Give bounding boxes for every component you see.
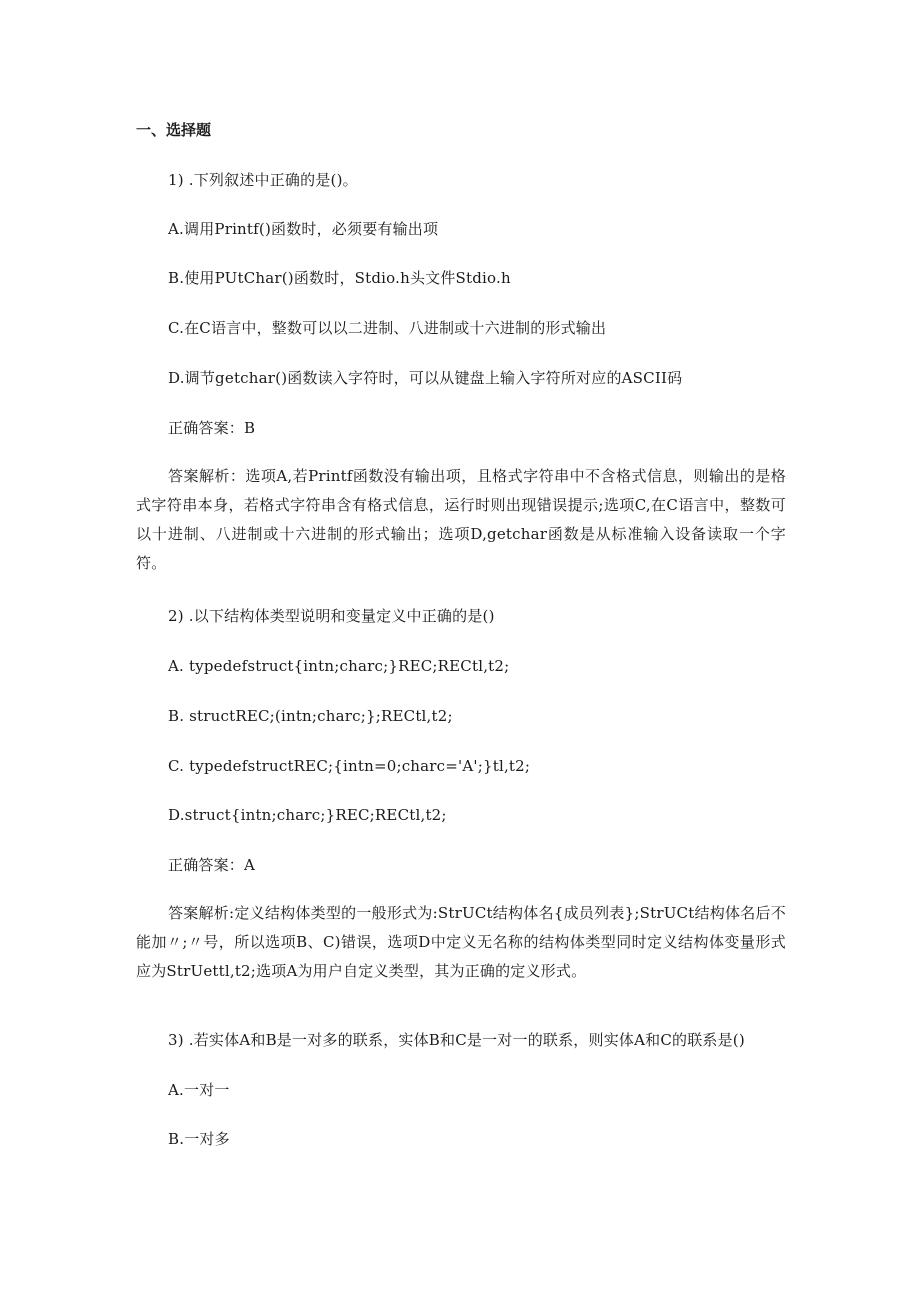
- question-1-analysis: 答案解析：选项A,若Printf函数没有输出项，且格式字符串中不含格式信息，则输出的是格式字符串本身，若格式字符串含有格式信息，运行时则出现错误提示;选项C,在C语言中，整数可以十进制、八进制或十六进制的形式输出；选项D,getchar函数是从标准输入设备读取一个字符。: [136, 467, 786, 572]
- question-2-option-d: D.struct{intn;charc;}REC;RECtl,t2;: [168, 806, 447, 824]
- question-3-option-a: A.一对一: [168, 1081, 230, 1099]
- section-title: 一、选择题: [136, 121, 212, 139]
- question-3-stem: 3) .若实体A和B是一对多的联系，实体B和C是一对一的联系，则实体A和C的联系是(): [168, 1031, 745, 1049]
- question-3-option-b: B.一对多: [168, 1130, 230, 1148]
- question-1-stem: 1) .下列叙述中正确的是()。: [168, 171, 358, 189]
- question-2-option-a: A. typedefstruct{intn;charc;}REC;RECtl,t2;: [168, 657, 510, 675]
- question-1-option-a: A.调用Printf()函数时，必须要有输出项: [168, 220, 439, 238]
- question-2-analysis: 答案解析:定义结构体类型的一般形式为:StrUCt结构体名{成员列表};StrUCt结构体名后不能加〃;〃号，所以选项B、C)错误，选项D中定义无名称的结构体类型同时定义结构体变量形式应为StrUettl,t2;选项A为用户自定义类型，其为正确的定义形式。: [136, 904, 786, 980]
- question-2-stem: 2) .以下结构体类型说明和变量定义中正确的是(): [168, 607, 495, 625]
- question-1-option-b: B.使用PUtChar()函数时，Stdio.h头文件Stdio.h: [168, 269, 511, 287]
- question-2-answer: 正确答案：A: [168, 856, 256, 874]
- question-1-answer: 正确答案：B: [168, 419, 256, 437]
- question-2-option-c: C. typedefstructREC;{intn=0;charc='A';}tl,t2;: [168, 757, 531, 775]
- question-1-option-c: C.在C语言中，整数可以以二进制、八进制或十六进制的形式输出: [168, 319, 607, 337]
- question-1-option-d: D.调节getchar()函数读入字符时，可以从键盘上输入字符所对应的ASCII码: [168, 369, 683, 387]
- question-2-option-b: B. structREC;(intn;charc;};RECtl,t2;: [168, 707, 453, 725]
